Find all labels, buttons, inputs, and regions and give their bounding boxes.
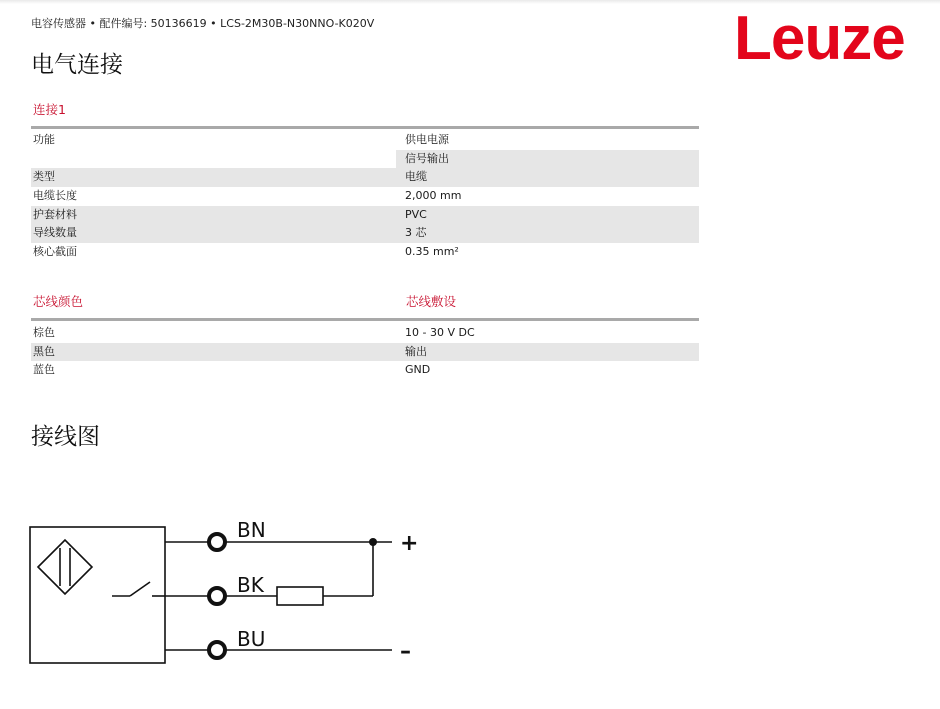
terminal-bu	[209, 642, 225, 658]
row-value: 电缆	[405, 170, 427, 184]
row-value: 3 芯	[405, 226, 427, 240]
row-key: 黑色	[33, 344, 55, 358]
row-key: 功能	[33, 133, 55, 146]
section-title-electrical: 电气连接	[31, 52, 123, 78]
row-value: 供电电源	[405, 133, 449, 146]
row-key: 核心截面	[33, 245, 77, 259]
row-key: 蓝色	[33, 363, 55, 377]
row-value: 信号输出	[405, 151, 449, 165]
section-title-wiring: 接线图	[31, 424, 100, 450]
label-bu: BU	[237, 627, 266, 651]
subsection-title-wire-assignment: 芯线敷设	[406, 294, 457, 309]
row-value: 0.35 mm²	[405, 245, 459, 259]
row-value: 2,000 mm	[405, 189, 462, 203]
subsection-title-wire-color: 芯线颜色	[33, 294, 84, 309]
row-key: 棕色	[33, 326, 55, 339]
load-resistor-icon	[277, 587, 323, 605]
minus-sign: –	[400, 639, 411, 664]
label-bk: BK	[237, 573, 264, 597]
row-value: 10 - 30 V DC	[405, 326, 475, 339]
subsection-title-connection: 连接1	[33, 102, 66, 117]
terminal-bn	[209, 534, 225, 550]
terminal-bk	[209, 588, 225, 604]
leuze-logo: Leuze	[734, 4, 905, 73]
capacitive-sensor-icon	[38, 540, 92, 594]
row-key: 类型	[33, 170, 55, 184]
row-value: PVC	[405, 207, 427, 221]
row-value: 输出	[405, 344, 427, 358]
sensor-body	[30, 527, 165, 663]
plus-sign: +	[400, 531, 419, 556]
breadcrumb: 电容传感器 • 配件编号: 50136619 • LCS-2M30B-N30NNO-K020V	[31, 17, 375, 30]
row-value: GND	[405, 363, 431, 377]
row-key: 护套材料	[33, 207, 77, 221]
label-bn: BN	[237, 518, 266, 542]
row-key: 电缆长度	[33, 189, 77, 203]
row-key: 导线数量	[33, 226, 77, 240]
switch-no-icon	[112, 582, 165, 596]
